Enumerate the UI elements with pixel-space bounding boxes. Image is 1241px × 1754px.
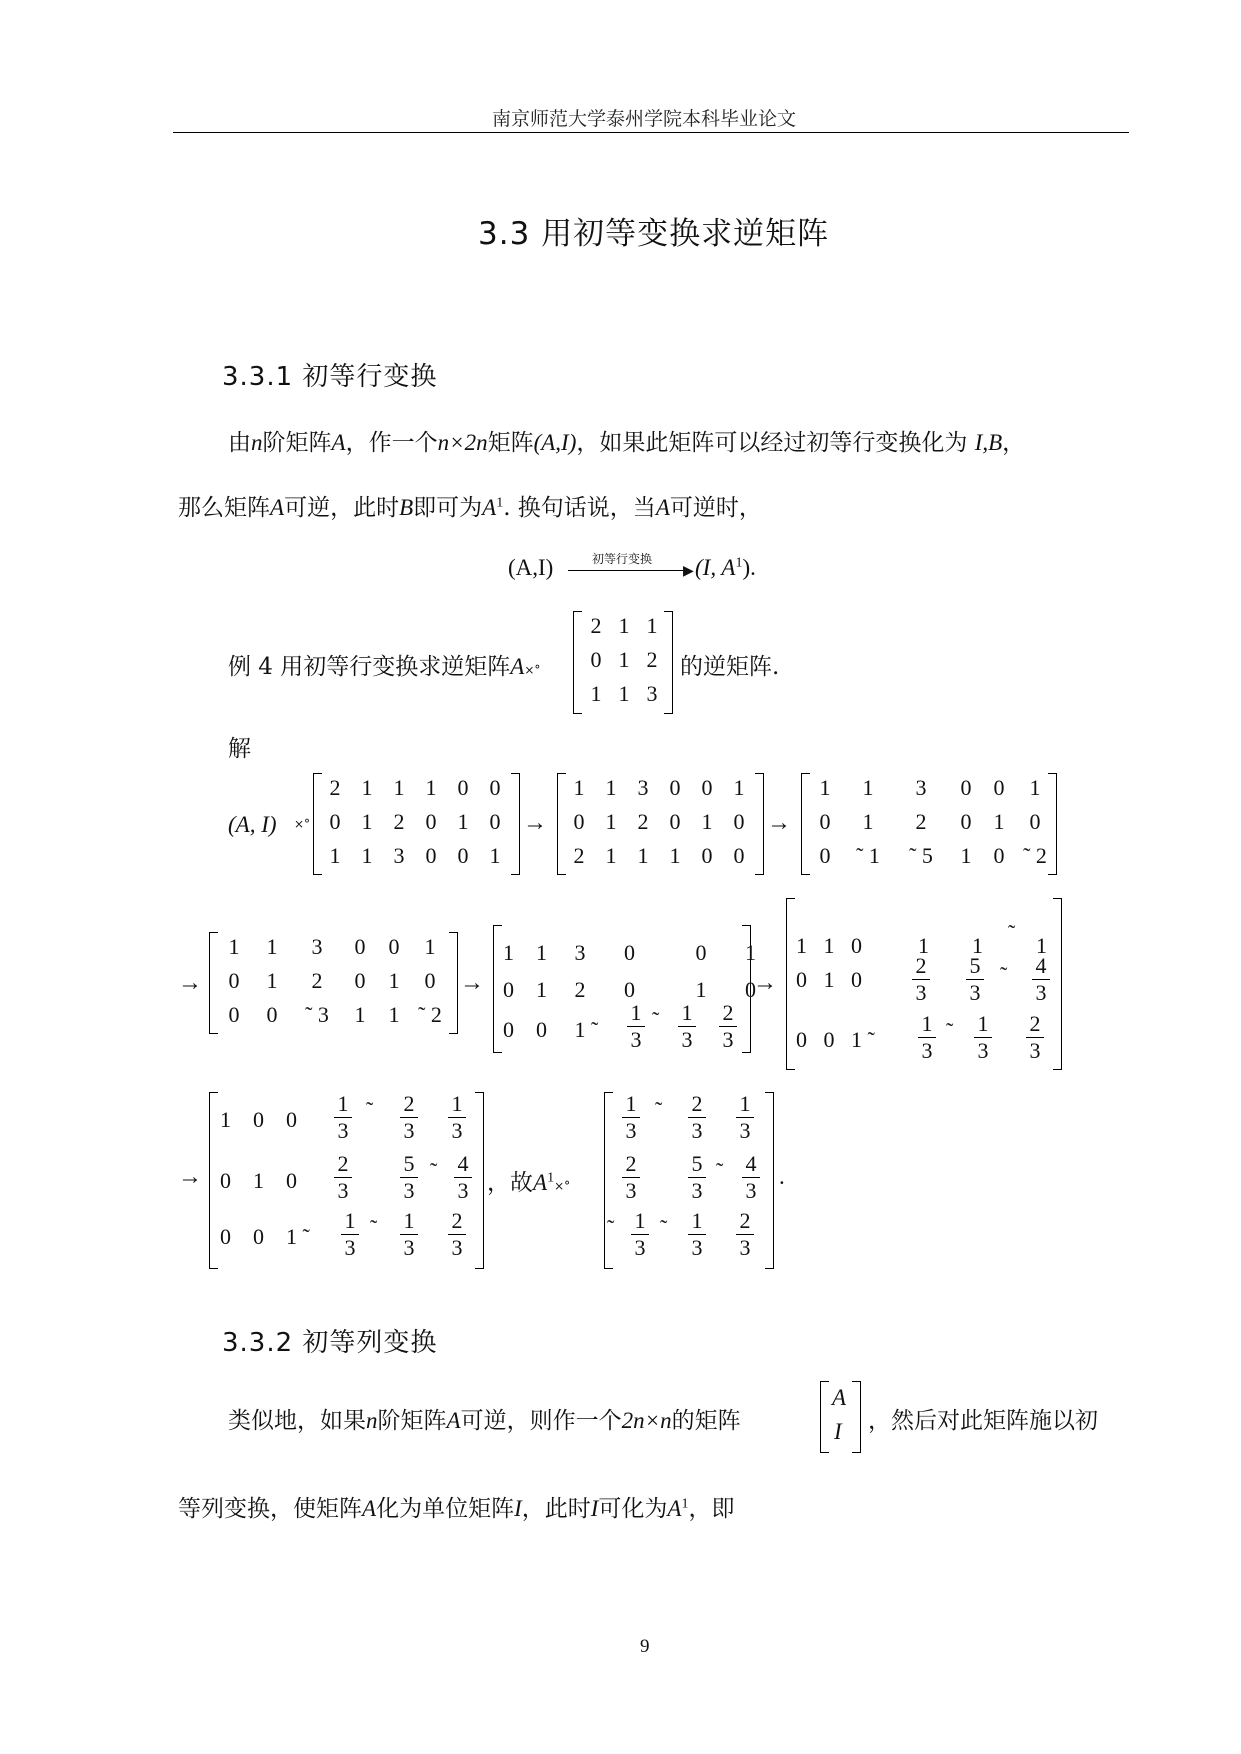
matrix-ex: 2 1 1 0 1 2 1 1 3 [590,613,658,706]
frac: 1 3 [620,1093,642,1142]
formula-left: (A,I) [508,555,554,580]
m6-r3: 0 0 1 ˜ [796,1027,875,1052]
frac: 2 3 [446,1210,468,1259]
example-4-tail: 的逆矩阵. [680,654,780,680]
stack-right-bracket [852,1381,861,1453]
frac: 2 3 [910,955,932,1004]
frac: 1 3 [972,1013,994,1062]
m6-left-bracket [786,898,795,1070]
paragraph-1-line-2: 那么矩阵A可逆，此时B即可为$A^1$. 换句话说，当A可逆时， [178,495,762,521]
period: . [779,1164,785,1189]
frac: 2 3 [620,1153,642,1202]
section-title: 3.3 用初等变换求逆矩阵 [478,216,830,252]
frac: 4 3 [452,1153,474,1202]
inv-right-bracket [765,1092,774,1269]
m7-r3: 0 0 1 ˜ [220,1224,310,1249]
tilde: ˜ [946,1018,954,1043]
tilde: ˜ [366,1097,374,1122]
arrow-4: → [460,970,484,996]
frac: 1 3 [916,1013,938,1062]
tilde: ˜ [1008,920,1016,945]
frac: 1 3 [625,1002,647,1051]
frac: 2 3 [398,1093,420,1142]
frac: 2 3 [1024,1013,1046,1062]
frac: 5 3 [964,955,986,1004]
augmented-AI: (A, I) [228,812,277,837]
formula-arrow-label: 初等行变换 [592,552,653,566]
paragraph-2-line-2: 等列变换，使矩阵A化为单位矩阵I，此时I可化为$A^1$，即 [178,1496,735,1522]
tilde: ˜ [607,1215,615,1240]
matrix-m2: 1 1 3 0 0 1 0 1 2 0 1 0 2 1 1 1 0 0 [573,775,745,868]
arrow-3: → [178,970,202,996]
frac: 1 3 [734,1093,756,1142]
m6-r1-c4: 1 [918,933,929,958]
conclusion: ，故$A^1\times^\circ$ [487,1170,571,1196]
m6-r2: 0 1 0 [796,967,862,992]
tilde: ˜ [370,1215,378,1240]
frac: 1 3 [332,1093,354,1142]
frac: 4 3 [1030,955,1052,1004]
frac: 1 3 [676,1002,698,1051]
page-number: 9 [640,1636,650,1657]
paragraph-2-line-1-tail: ，然后对此矩阵施以初 [868,1408,1098,1434]
m6-r1-c5: 1 [972,933,983,958]
m7-left-bracket [209,1092,218,1269]
paragraph-1-line-1: 由n阶矩阵A，作一个n×2n矩阵(A,I)，如果此矩阵可以经过初等行变换化为 I,B， [228,430,1026,456]
arrow-1: → [523,810,547,836]
arrow-5: → [753,970,777,996]
m7-right-bracket [475,1092,484,1269]
formula-right: (I, $A^1$). [695,555,756,580]
matrix-ex-left-bracket [573,611,582,714]
m5-r2: 0 1 2 0 1 0 [503,977,756,1002]
m7-r2: 0 1 0 [220,1168,297,1193]
frac: 1 3 [398,1210,420,1259]
frac: 5 3 [686,1153,708,1202]
arrow-6: → [178,1164,202,1190]
frac: 1 3 [446,1093,468,1142]
example-4-label: 例 4 用初等行变换求逆矩阵A×° [228,654,541,680]
frac: 1 3 [686,1210,708,1259]
m1-right-bracket [511,773,520,875]
tilde: ˜ [655,1097,663,1122]
m2-right-bracket [755,773,764,875]
m6-r1-c6: 1 [1036,933,1047,958]
m6-right-bracket [1053,898,1062,1070]
frac: 2 3 [686,1093,708,1142]
tilde: ˜ [430,1158,438,1183]
m4-right-bracket [449,932,458,1034]
tilde: ˜ [652,1007,660,1032]
m6-r1: 1 1 0 [796,933,862,958]
matrix-m3: 1 1 3 0 0 1 0 1 2 0 1 0 0 ˜ 1 ˜ 5 1 0 ˜ 2 [819,775,1047,868]
tilde: ˜ [716,1158,724,1183]
arrow-2: → [767,810,791,836]
stack-top: A [832,1385,847,1410]
stack-bottom: I [834,1419,842,1444]
subsection-title-332: 3.3.2 初等列变换 [222,1328,438,1358]
frac: 1 3 [629,1210,651,1259]
frac: 4 3 [740,1153,762,1202]
eq-sign-1: ×° [294,817,311,831]
formula-arrow-head: ▶ [683,563,694,579]
matrix-m1: 2 1 1 1 0 0 0 1 2 0 1 0 1 1 3 0 0 1 [329,775,501,868]
matrix-m4: 1 1 3 0 0 1 0 1 2 0 1 0 0 0 ˜ 3 1 1 ˜ 2 [228,934,442,1027]
frac: 2 3 [734,1210,756,1259]
m5-r3: 0 0 1 ˜ [503,1017,599,1042]
m7-r1: 1 0 0 [220,1107,297,1132]
inv-left-bracket [604,1092,613,1269]
formula-arrow-shaft [568,570,688,571]
m5-r1: 1 1 3 0 0 1 [503,940,756,965]
tilde: ˜ [1000,962,1008,987]
solution-label: 解 [228,736,251,762]
running-header: 南京师范大学泰州学院本科毕业论文 [492,108,797,130]
frac: 1 3 [339,1210,361,1259]
paragraph-2-line-1: 类似地，如果n阶矩阵A可逆，则作一个2n×n的矩阵 [228,1408,741,1434]
subsection-title-331: 3.3.1 初等行变换 [222,362,438,392]
tilde: ˜ [660,1215,668,1240]
stack-left-bracket [820,1381,829,1453]
frac: 5 3 [398,1153,420,1202]
frac: 2 3 [332,1153,354,1202]
frac: 2 3 [717,1002,739,1051]
header-rule [173,132,1129,133]
m5-left-bracket [493,925,502,1053]
